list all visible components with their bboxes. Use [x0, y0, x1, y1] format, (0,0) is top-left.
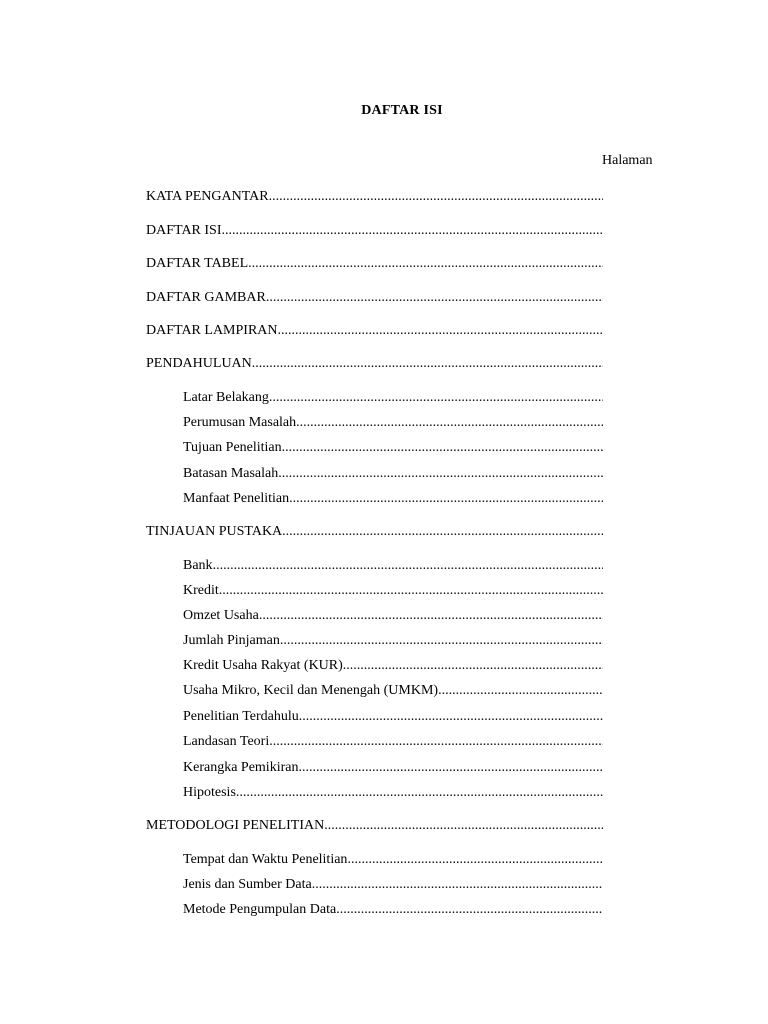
dot-leader: [278, 465, 603, 483]
dot-leader: [213, 557, 603, 575]
toc-entry: [146, 188, 603, 206]
toc-subentry: [183, 851, 603, 869]
toc-subentry: [183, 733, 603, 751]
toc-entry-label: Batasan Masalah: [183, 466, 279, 481]
toc-subentry: [183, 632, 603, 650]
toc-subentry: [183, 490, 603, 508]
toc-entry-label: Usaha Mikro, Kecil dan Menengah (UMKM): [183, 683, 439, 698]
dot-leader: [347, 851, 603, 869]
dot-leader: [269, 733, 603, 751]
toc-entry-label: Latar Belakang: [183, 390, 269, 405]
dot-leader: [289, 490, 603, 508]
toc-subentry: [183, 708, 603, 726]
dot-leader: [219, 582, 603, 600]
toc-entry-label: Manfaat Penelitian: [183, 491, 290, 506]
toc-entry-label: PENDAHULUAN: [146, 356, 252, 371]
toc-entry-label: DAFTAR ISI: [146, 223, 222, 238]
toc-entry-label: DAFTAR TABEL: [146, 256, 249, 271]
toc-entry-label: Kredit Usaha Rakyat (KUR): [183, 658, 343, 673]
toc-subentry: [183, 557, 603, 575]
toc-entry-label: Perumusan Masalah: [183, 415, 297, 430]
dot-leader: [282, 523, 603, 541]
toc-entry: [146, 817, 603, 835]
dot-leader: [296, 414, 603, 432]
toc-subentry: [183, 582, 603, 600]
toc-entry-label: Hipotesis: [183, 785, 236, 800]
toc-entry-label: Kredit: [183, 583, 219, 598]
toc-entry-label: TINJAUAN PUSTAKA: [146, 524, 283, 539]
dot-leader: [324, 817, 603, 835]
toc-entry-label: KATA PENGANTAR: [146, 189, 269, 204]
toc-entry-label: Tempat dan Waktu Penelitian: [183, 852, 348, 867]
dot-leader: [269, 188, 603, 206]
dot-leader: [343, 657, 603, 675]
dot-leader: [438, 682, 603, 700]
toc-entry-label: Landasan Teori: [183, 734, 270, 749]
page-column-header: Halaman: [602, 153, 653, 168]
dot-leader: [252, 355, 603, 373]
toc-entry: [146, 355, 603, 373]
dot-leader: [282, 439, 603, 457]
toc-entry-label: Jumlah Pinjaman: [183, 633, 280, 648]
dot-leader: [236, 784, 603, 802]
toc-entry-label: Penelitian Terdahulu: [183, 709, 299, 724]
toc-entry: [146, 289, 603, 307]
dot-leader: [248, 255, 603, 273]
toc-subentry: [183, 657, 603, 675]
toc-subentry: [183, 389, 603, 407]
toc-entry-label: Omzet Usaha: [183, 608, 259, 623]
dot-leader: [259, 607, 603, 625]
toc-subentry: [183, 465, 603, 483]
dot-leader: [298, 759, 603, 777]
dot-leader: [222, 222, 604, 240]
dot-leader: [299, 708, 603, 726]
toc-entry: [146, 222, 603, 240]
toc-entry-label: DAFTAR LAMPIRAN: [146, 323, 278, 338]
dot-leader: [312, 876, 603, 894]
toc-entry: [146, 255, 603, 273]
page-title: DAFTAR ISI: [361, 103, 443, 118]
toc-subentry: [183, 682, 603, 700]
toc-entry-label: Kerangka Pemikiran: [183, 760, 299, 775]
toc-entry-label: Metode Pengumpulan Data: [183, 902, 337, 917]
toc-entry-label: METODOLOGI PENELITIAN: [146, 818, 325, 833]
toc-entry-label: DAFTAR GAMBAR: [146, 290, 266, 305]
toc-entry-label: Tujuan Penelitian: [183, 440, 282, 455]
dot-leader: [336, 901, 603, 919]
toc-subentry: [183, 607, 603, 625]
dot-leader: [266, 289, 603, 307]
toc-entry: [146, 322, 603, 340]
toc-subentry: [183, 876, 603, 894]
toc-subentry: [183, 414, 603, 432]
dot-leader: [280, 632, 603, 650]
toc-subentry: [183, 901, 603, 919]
toc-entry-label: Bank: [183, 558, 213, 573]
dot-leader: [278, 322, 603, 340]
toc-subentry: [183, 784, 603, 802]
dot-leader: [269, 389, 603, 407]
toc-entry: [146, 523, 603, 541]
toc-subentry: [183, 439, 603, 457]
toc-subentry: [183, 759, 603, 777]
toc-entry-label: Jenis dan Sumber Data: [183, 877, 312, 892]
